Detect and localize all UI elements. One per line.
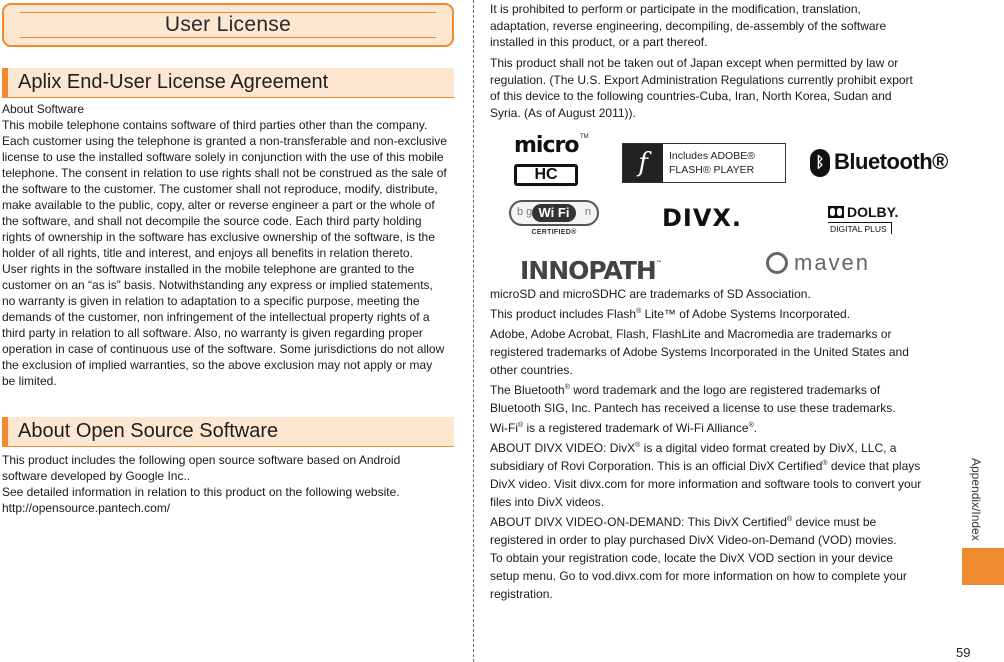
wifi-certified-text: CERTIFIED® <box>531 229 577 236</box>
divx-logo: DIVX. <box>662 204 743 232</box>
text-line: software developed by Google Inc.. <box>2 469 191 483</box>
flash-icon: f <box>623 144 663 182</box>
text-line: About Software <box>2 102 85 116</box>
text-line: Adobe, Adobe Acrobat, Flash, FlashLite and Macromedia are trademarks or <box>490 327 892 341</box>
flash-player-logo <box>622 143 786 183</box>
text-line: This mobile telephone contains software of third parties other than the company. <box>2 118 428 132</box>
export-paragraph <box>490 55 913 121</box>
text-line: ABOUT DIVX VIDEO-ON-DEMAND: This DivX Certified® device must be <box>490 515 877 529</box>
text-line: third party in relation to all software. Also, no warranty is given regarding proper <box>2 326 423 340</box>
title-rule-bottom <box>20 37 436 38</box>
text-line: customer on an “as is” basis. Notwithstanding any express or implied statements, <box>2 278 433 292</box>
text-line: the software, and shall not decompile the source code. Each third party holding <box>2 214 422 228</box>
text-line: The Bluetooth® word trademark and the logo are registered trademarks of <box>490 383 881 397</box>
section-heading-text: About Open Source Software <box>18 420 279 442</box>
microsd-hc-text: HC <box>514 164 578 186</box>
text-line: Bluetooth SIG, Inc. Pantech has received a license to use these trademarks. <box>490 401 896 415</box>
innopath-tm: ™ <box>655 260 661 267</box>
prohibition-paragraph <box>490 1 886 51</box>
open-source-text <box>2 452 400 516</box>
text-line: of this device to the following countries-Cuba, Iran, North Korea, Sudan and <box>490 89 892 103</box>
text-line: http://opensource.pantech.com/ <box>2 501 171 515</box>
column-divider <box>473 0 474 662</box>
text-line: Syria. (As of August 2011)). <box>490 105 636 120</box>
bluetooth-wordmark: Bluetooth® <box>834 149 948 174</box>
maven-wordmark: maven <box>794 250 871 275</box>
page-title: User License <box>164 13 292 36</box>
text-line: the exclusion of implied warranties, so the above exclusion may not apply or may <box>2 358 433 372</box>
bluetooth-icon: ᛒ <box>810 149 830 177</box>
text-line: This product includes Flash® Lite™ of Adobe Systems Incorporated. <box>490 307 851 321</box>
text-line: installed in this product, or a part thereof. <box>490 35 708 49</box>
flash-logo-line1: Includes ADOBE® <box>669 150 755 162</box>
page-title-box <box>2 3 454 47</box>
text-line: holder of all rights, title and interest, and enjoys all benefits in relation thereto. <box>2 246 413 260</box>
text-line: subsidiary of Rovi Corporation. This is an official DivX Certified® device that plays <box>490 459 921 473</box>
dolby-digital-plus-logo <box>828 204 910 234</box>
page-number: 59 <box>956 645 971 660</box>
maven-logo <box>766 250 894 276</box>
bluetooth-logo <box>810 147 948 181</box>
text-line: User rights in the software installed in the mobile telephone are granted to the <box>2 262 415 276</box>
microsdhc-logo <box>514 133 589 190</box>
microsd-tm: TM <box>580 134 589 140</box>
text-line: make available to the public, copy, alter or reverse engineer a part or the whole of <box>2 198 435 212</box>
text-line: It is prohibited to perform or participate in the modification, translation, <box>490 2 861 16</box>
section-heading-aplix <box>2 68 454 98</box>
text-line: demands of the customer, non infringement of the intellectual property rights of a <box>2 310 430 324</box>
flash-logo-line2: FLASH® PLAYER <box>669 164 755 176</box>
wifi-bg-text: b g <box>517 206 533 218</box>
text-line: the software to the customer. The customer shall not reproduce, modify, distribute, <box>2 182 438 196</box>
text-line: registered trademarks of Adobe Systems Incorporated in the United States and <box>490 345 909 359</box>
section-accent-bar <box>2 68 8 97</box>
wifi-n-text: n <box>584 206 591 218</box>
innopath-logo <box>520 250 686 285</box>
text-line: license to use the installed software solely in conjunction with the use of this mobile <box>2 150 444 164</box>
text-line: rights of ownership in the software has exclusive ownership of the software, is the <box>2 230 435 244</box>
text-line: files into DivX videos. <box>490 495 605 509</box>
text-line: Each customer using the telephone is granted a non-transferable and non-exclusive <box>2 134 447 148</box>
wifi-certified-logo <box>503 198 601 240</box>
section-accent-bar <box>2 417 8 446</box>
aplix-license-text <box>2 101 447 389</box>
text-line: operation in case of continuous use of the software. Some jurisdictions do not allow <box>2 342 445 356</box>
text-line: adaptation, reverse engineering, decompiling, de-assembly of the software <box>490 18 887 33</box>
text-line: other countries. <box>490 363 573 377</box>
dolby-wordmark: DOLBY. <box>847 204 899 220</box>
wifi-core-text: Wi Fi <box>532 204 576 222</box>
dolby-icon <box>828 206 844 218</box>
dolby-subtitle: DIGITAL PLUS <box>828 222 892 234</box>
text-line: registered in order to play purchased DivX Video-on-Demand (VOD) movies. <box>490 533 897 547</box>
text-line: regulation. (The U.S. Export Administration Regulations currently prohibit export <box>490 72 913 87</box>
text-line: DivX video. Visit divx.com for more information and software tools to convert your <box>490 477 922 491</box>
appendix-index-tab[interactable] <box>962 548 1004 585</box>
section-heading-text: Aplix End-User License Agreement <box>18 71 329 93</box>
text-line: setup menu. Go to vod.divx.com for more information on how to complete your <box>490 569 907 583</box>
maven-icon <box>766 252 788 274</box>
text-line: See detailed information in relation to this product on the following website. <box>2 485 400 499</box>
text-line: no warranty is given in relation to adaptation to a specific purpose, meeting the <box>2 294 420 308</box>
text-line: microSD and microSDHC are trademarks of SD Association. <box>490 287 811 301</box>
innopath-wordmark: INNOPATH <box>520 256 656 285</box>
text-line: This product shall not be taken out of Japan except when permitted by law or <box>490 56 899 70</box>
text-line: ABOUT DIVX VIDEO: DivX® is a digital video format created by DivX, LLC, a <box>490 441 897 455</box>
text-line: This product includes the following open source software based on Android <box>2 453 401 467</box>
text-line: To obtain your registration code, locate the DivX VOD section in your device <box>490 551 893 565</box>
wifi-oval <box>509 200 599 226</box>
text-line: be limited. <box>2 374 57 388</box>
text-line: telephone. The consent in relation to use rights shall not be construed as the sale of <box>2 166 447 180</box>
section-heading-open-source <box>2 417 454 447</box>
text-line: Wi-Fi® is a registered trademark of Wi-Fi Alliance®. <box>490 421 758 435</box>
text-line: registration. <box>490 587 553 601</box>
microsd-logo-text: micro <box>514 133 579 158</box>
trademark-notices <box>490 285 921 603</box>
